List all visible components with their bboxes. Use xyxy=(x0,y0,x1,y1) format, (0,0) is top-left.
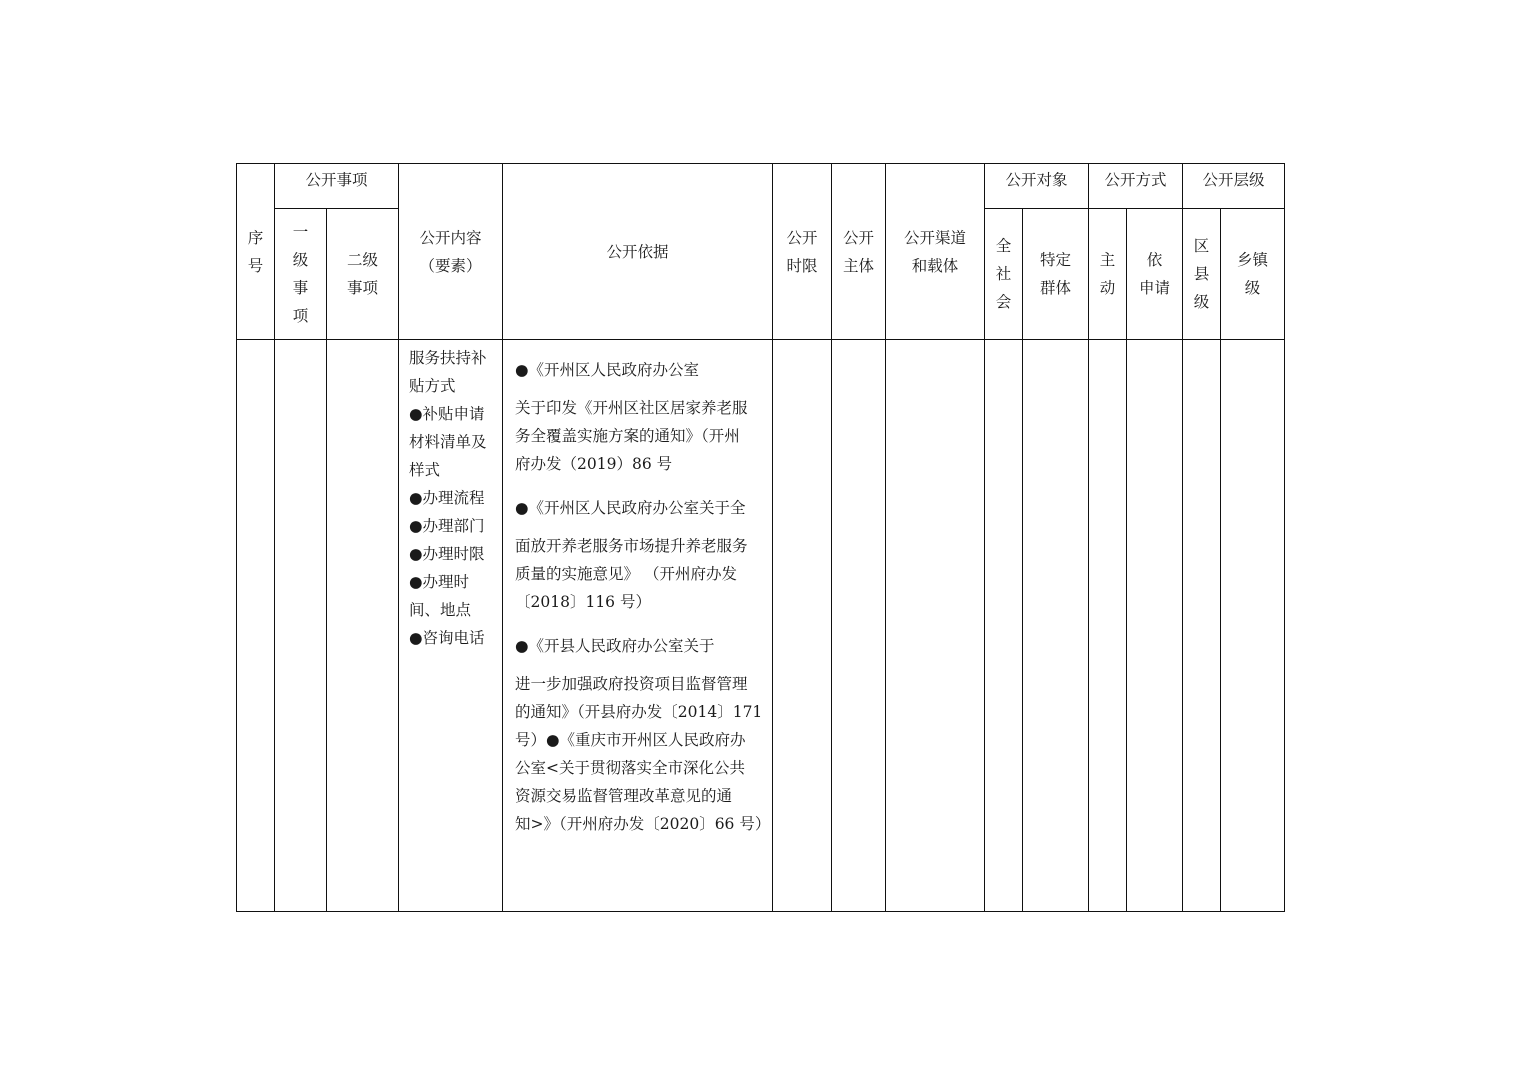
cell-channel xyxy=(886,340,985,912)
header-level-township-line: 乡镇 xyxy=(1237,251,1269,269)
cell-method-request xyxy=(1127,340,1183,912)
header-audience-all xyxy=(985,209,1023,340)
cell-method-active xyxy=(1089,340,1127,912)
header-level-county-line: 区 xyxy=(1193,237,1210,255)
cell-level-county xyxy=(1183,340,1221,912)
basis-line: 知>》（开州府办发〔2020〕66 号） xyxy=(515,815,771,833)
content-line: ●咨询电话 xyxy=(409,629,485,647)
header-method-request-line: 申请 xyxy=(1139,279,1171,297)
header-deadline-line: 时限 xyxy=(786,256,818,275)
header-deadline-line: 公开 xyxy=(786,228,818,247)
header-channel-line: 公开渠道 xyxy=(904,228,967,247)
header-subject-line: 公开 xyxy=(843,228,875,247)
header-level-county-line: 级 xyxy=(1193,293,1210,311)
header-deadline xyxy=(773,164,832,340)
header-method-request xyxy=(1127,209,1183,340)
table-row xyxy=(237,340,1285,912)
disclosure-table xyxy=(236,163,1285,912)
header-matters-level1-line: 事 xyxy=(292,279,309,297)
basis-entry xyxy=(515,356,764,478)
header-method-group-label: 公开方式 xyxy=(1104,171,1167,189)
basis-line: 质量的实施意见》 （开州府办发 xyxy=(515,565,737,583)
basis-entry-lead: ●《开县人民政府办公室关于 xyxy=(515,637,715,655)
basis-line: 务全覆盖实施方案的通知》（开州 xyxy=(515,427,740,445)
content-line: ●补贴申请 xyxy=(409,405,485,423)
content-line: ●办理部门 xyxy=(409,517,485,535)
content-line: 材料清单及 xyxy=(409,433,487,451)
header-audience-specific xyxy=(1023,209,1089,340)
basis-line: 的通知》（开县府办发〔2014〕171 xyxy=(515,703,763,721)
basis-entry-lead: ●《开州区人民政府办公室关于全 xyxy=(515,499,746,517)
content-line: 样式 xyxy=(409,461,441,479)
cell-audience-specific xyxy=(1023,340,1089,912)
header-matters-level2-line: 事项 xyxy=(347,279,379,297)
header-basis-label: 公开依据 xyxy=(606,242,669,261)
header-matters-group xyxy=(275,164,399,209)
cell-audience-all xyxy=(985,340,1023,912)
content-line: ●办理时 xyxy=(409,573,470,591)
header-level-county-line: 县 xyxy=(1193,265,1210,283)
header-seq xyxy=(237,164,275,340)
cell-content xyxy=(399,340,503,912)
basis-line: 号）●《重庆市开州区人民政府办 xyxy=(515,731,746,749)
content-line: 服务扶持补 xyxy=(409,349,487,367)
cell-subject xyxy=(832,340,886,912)
header-level-group-label: 公开层级 xyxy=(1202,171,1265,189)
header-level-county xyxy=(1183,209,1221,340)
header-channel-line: 和载体 xyxy=(911,256,959,275)
header-content-line: （要素） xyxy=(419,256,482,275)
basis-line: 关于印发《开州区社区居家养老服 xyxy=(515,399,748,417)
header-audience-group-label: 公开对象 xyxy=(1005,171,1068,189)
header-matters-level2 xyxy=(327,209,399,340)
cell-matters-level1 xyxy=(275,340,327,912)
content-line: 间、地点 xyxy=(409,601,472,619)
basis-line: 公室<关于贯彻落实全市深化公共 xyxy=(515,759,746,777)
cell-basis xyxy=(503,340,773,912)
cell-seq xyxy=(237,340,275,912)
header-matters-level1-line: 一 xyxy=(292,223,309,241)
header-method-group xyxy=(1089,164,1183,209)
header-matters-group-label: 公开事项 xyxy=(305,171,368,189)
header-audience-specific-line: 特定 xyxy=(1040,251,1072,269)
header-content-line: 公开内容 xyxy=(419,228,482,247)
header-subject xyxy=(832,164,886,340)
header-matters-level2-line: 二级 xyxy=(347,251,379,269)
header-level-township-line: 级 xyxy=(1244,279,1261,297)
cell-level-township xyxy=(1221,340,1285,912)
header-method-request-line: 依 xyxy=(1146,251,1163,269)
header-matters-level1-line: 级 xyxy=(292,251,309,269)
header-basis xyxy=(503,164,773,340)
content-line: ●办理流程 xyxy=(409,489,485,507)
basis-line: 面放开养老服务市场提升养老服务 xyxy=(515,537,748,555)
header-audience-all-line: 会 xyxy=(995,293,1012,311)
header-seq-line: 号 xyxy=(247,256,264,275)
header-subject-line: 主体 xyxy=(843,256,875,275)
header-level-group xyxy=(1183,164,1285,209)
cell-deadline xyxy=(773,340,832,912)
header-audience-all-line: 社 xyxy=(995,265,1012,283)
header-method-active-line: 动 xyxy=(1099,279,1116,297)
basis-entry xyxy=(515,632,771,838)
header-seq-line: 序 xyxy=(247,228,264,247)
basis-line: 进一步加强政府投资项目监督管理 xyxy=(515,675,748,693)
header-audience-all-line: 全 xyxy=(995,237,1012,255)
header-method-active xyxy=(1089,209,1127,340)
header-content xyxy=(399,164,503,340)
basis-entry xyxy=(515,494,764,616)
content-line: ●办理时限 xyxy=(409,545,485,563)
header-audience-group xyxy=(985,164,1089,209)
basis-line: 府办发（2019）86 号 xyxy=(515,455,673,473)
basis-entry-lead: ●《开州区人民政府办公室 xyxy=(515,361,700,379)
header-method-active-line: 主 xyxy=(1099,251,1116,269)
basis-line: 资源交易监督管理改革意见的通 xyxy=(515,787,733,805)
header-matters-level1-line: 项 xyxy=(292,307,309,325)
content-line: 贴方式 xyxy=(409,377,456,395)
header-channel xyxy=(886,164,985,340)
header-matters-level1 xyxy=(275,209,327,340)
header-level-township xyxy=(1221,209,1285,340)
header-audience-specific-line: 群体 xyxy=(1040,279,1072,297)
cell-matters-level2 xyxy=(327,340,399,912)
basis-line: 〔2018〕116 号） xyxy=(515,593,651,611)
